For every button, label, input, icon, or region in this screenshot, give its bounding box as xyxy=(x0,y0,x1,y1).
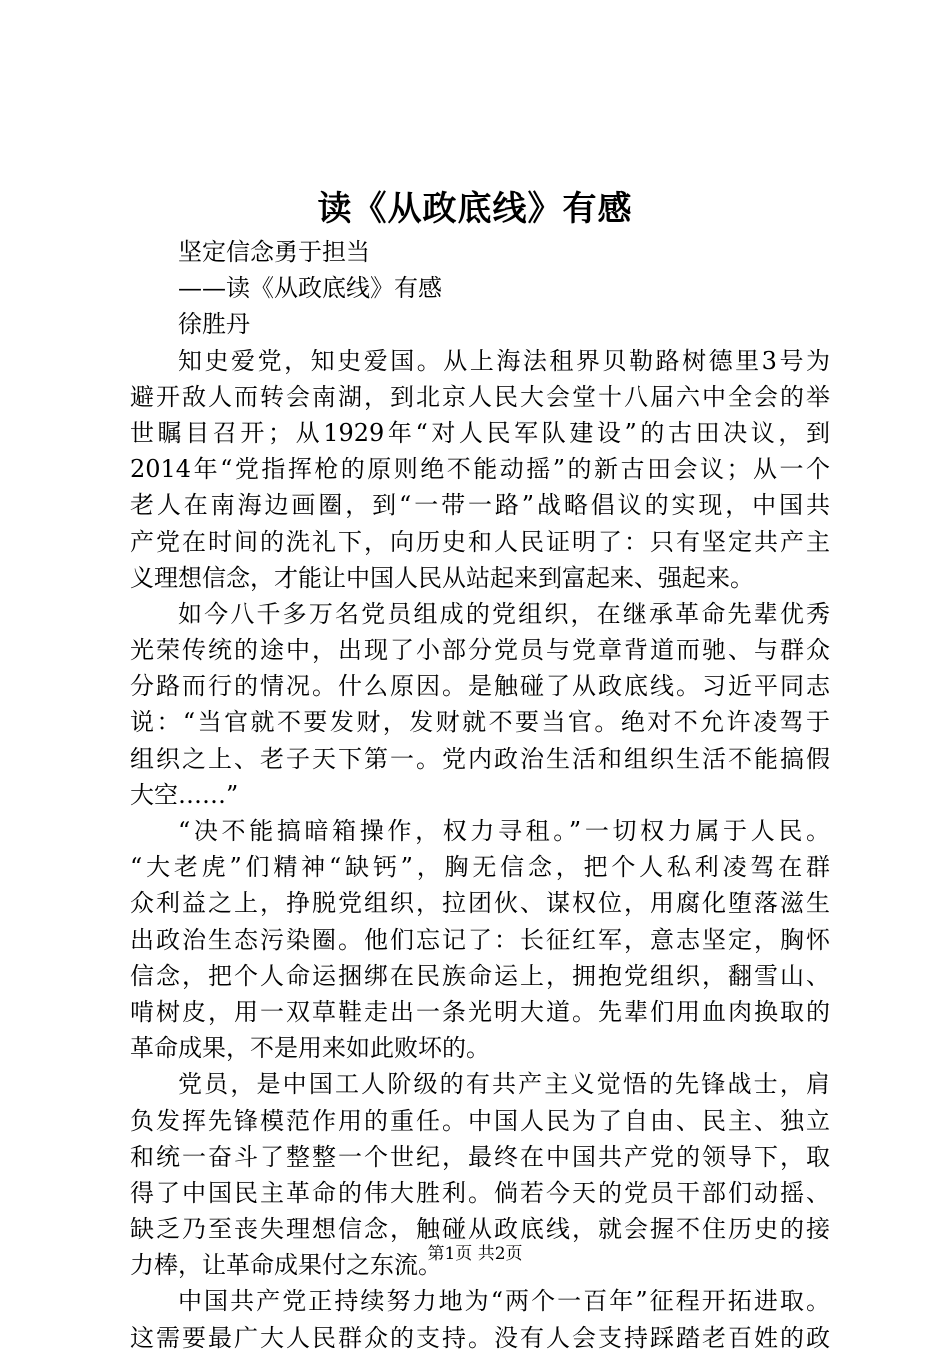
paragraph-line: 缺乏乃至丧失理想信念，触碰从政底线，就会握不住历史的接 xyxy=(130,1215,830,1244)
paragraph-line: 众利益之上，挣脱党组织，拉团伙、谋权位，用腐化堕落滋生 xyxy=(130,889,830,918)
paragraph-line: 知史爱党，知史爱国。从上海法租界贝勒路树德里3号为 xyxy=(178,346,830,375)
paragraph-line: 说：“当官就不要发财，发财就不要当官。绝对不允许凌驾于 xyxy=(130,708,830,737)
document-body xyxy=(130,234,830,1356)
paragraph-line: 如今八千多万名党员组成的党组织，在继承革命先辈优秀 xyxy=(178,599,830,628)
paragraph-line: 老人在南海边画圈，到“一带一路”战略倡议的实现，中国共 xyxy=(130,491,830,520)
paragraph-line: 义理想信念，才能让中国人民从站起来到富起来、强起来。 xyxy=(130,563,754,592)
paragraph-line: “决不能搞暗箱操作，权力寻租。”一切权力属于人民。 xyxy=(178,817,830,845)
paragraph-line: 组织之上、老子天下第一。党内政治生活和组织生活不能搞假 xyxy=(130,744,830,773)
paragraph-line: 光荣传统的途中，出现了小部分党员与党章背道而驰、与群众 xyxy=(130,636,830,665)
paragraph-line: 2014年“党指挥枪的原则绝不能动摇”的新古田会议；从一个 xyxy=(130,455,830,484)
paragraph-line: 这需要最广大人民群众的支持。没有人会支持踩踏老百姓的政 xyxy=(130,1323,830,1352)
paragraph-line: “大老虎”们精神“缺钙”，胸无信念，把个人私利凌驾在群 xyxy=(130,853,830,882)
paragraph-line: 中国共产党正持续努力地为“两个一百年”征程开拓进取。 xyxy=(178,1287,830,1316)
author-line: 徐胜丹 xyxy=(178,310,250,339)
paragraph-line: 大空……” xyxy=(130,780,239,809)
document-title: 读《从政底线》有感 xyxy=(317,189,633,229)
paragraph-line: 革命成果，不是用来如此败坏的。 xyxy=(130,1034,490,1063)
paragraph-line: 产党在时间的洗礼下，向历史和人民证明了：只有坚定共产主 xyxy=(130,527,830,556)
paragraph-line: 分路而行的情况。什么原因。是触碰了从政底线。习近平同志 xyxy=(130,672,830,701)
paragraph-line: 和统一奋斗了整整一个世纪，最终在中国共产党的领导下，取 xyxy=(130,1142,830,1171)
paragraph-line: 负发挥先锋模范作用的重任。中国人民为了自由、民主、独立 xyxy=(130,1106,830,1135)
paragraph-line: 出政治生态污染圈。他们忘记了：长征红军，意志坚定，胸怀 xyxy=(130,925,830,954)
paragraph-line: 啃树皮，用一双草鞋走出一条光明大道。先辈们用血肉换取的 xyxy=(130,997,830,1026)
subtitle-line: 坚定信念勇于担当 xyxy=(178,238,370,266)
paragraph-line: 得了中国民主革命的伟大胜利。倘若今天的党员干部们动摇、 xyxy=(130,1178,830,1207)
paragraph-line: 世瞩目召开；从1929年“对人民军队建设”的古田决议，到 xyxy=(130,418,830,447)
paragraph-line: 党员，是中国工人阶级的有共产主义觉悟的先锋战士，肩 xyxy=(178,1070,830,1099)
paragraph-line: 力棒，让革命成果付之东流。 xyxy=(130,1251,442,1280)
paragraph-line: 避开敌人而转会南湖，到北京人民大会堂十八届六中全会的举 xyxy=(130,382,830,411)
page-footer: 第1页 共2页 xyxy=(427,1244,523,1264)
paragraph-line: 信念，把个人命运捆绑在民族命运上，拥抱党组织，翻雪山、 xyxy=(130,961,830,990)
subtitle-source-line: ——读《从政底线》有感 xyxy=(178,274,442,303)
